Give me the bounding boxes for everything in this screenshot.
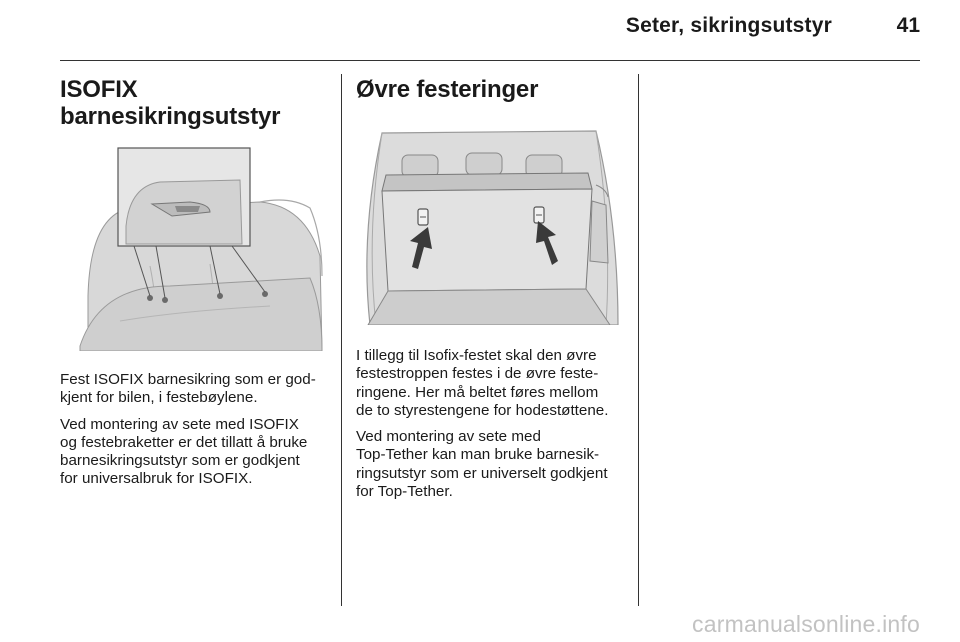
text-line: og festebraketter er det tillatt å bruke — [60, 433, 308, 451]
text-line: barnesikringsutstyr som er godkjent — [60, 452, 300, 470]
heading-line: ISOFIX — [60, 76, 138, 103]
right-column — [356, 76, 622, 501]
text-line: Ved montering av sete med — [356, 428, 541, 446]
text-line: festestroppen festes i de øvre feste- — [356, 365, 599, 383]
isofix-paragraph-2 — [60, 416, 326, 489]
text-line: Ved montering av sete med ISOFIX — [60, 415, 299, 433]
text-line: I tillegg til Isofix-festet skal den øvre — [356, 347, 597, 364]
page-number: 41 — [896, 14, 920, 37]
text-line: for Top-Tether. — [356, 483, 453, 501]
section-heading-isofix — [60, 76, 326, 130]
column-divider-1 — [341, 74, 342, 606]
top-tether-paragraph-1 — [356, 347, 622, 420]
text-line: Top-Tether kan man bruke barnesik- — [356, 446, 600, 464]
left-column — [60, 76, 326, 489]
text-line: Fest ISOFIX barnesikring som er god- — [60, 371, 316, 388]
text-line: ringene. Her må beltet føres mellom — [356, 383, 599, 401]
text-line: kjent for bilen, i festebøylene. — [60, 389, 258, 407]
isofix-paragraph-1 — [60, 371, 326, 408]
section-heading-top-tether: Øvre festeringer — [356, 76, 539, 103]
header-rule — [60, 60, 920, 61]
watermark: carmanualsonline.info — [692, 611, 920, 637]
text-line: ringsutstyr som er universelt godkjent — [356, 464, 608, 482]
text-line: de to styrestengene for hodestøttene. — [356, 401, 609, 419]
page-header-title: Seter, sikringsutstyr — [625, 14, 832, 37]
heading-line: barnesikringsutstyr — [60, 103, 281, 130]
column-divider-2 — [638, 74, 639, 606]
text-line: for universalbruk for ISOFIX. — [60, 470, 253, 488]
top-tether-illustration — [356, 113, 622, 325]
isofix-anchor-illustration — [60, 146, 326, 351]
top-tether-paragraph-2 — [356, 428, 622, 501]
